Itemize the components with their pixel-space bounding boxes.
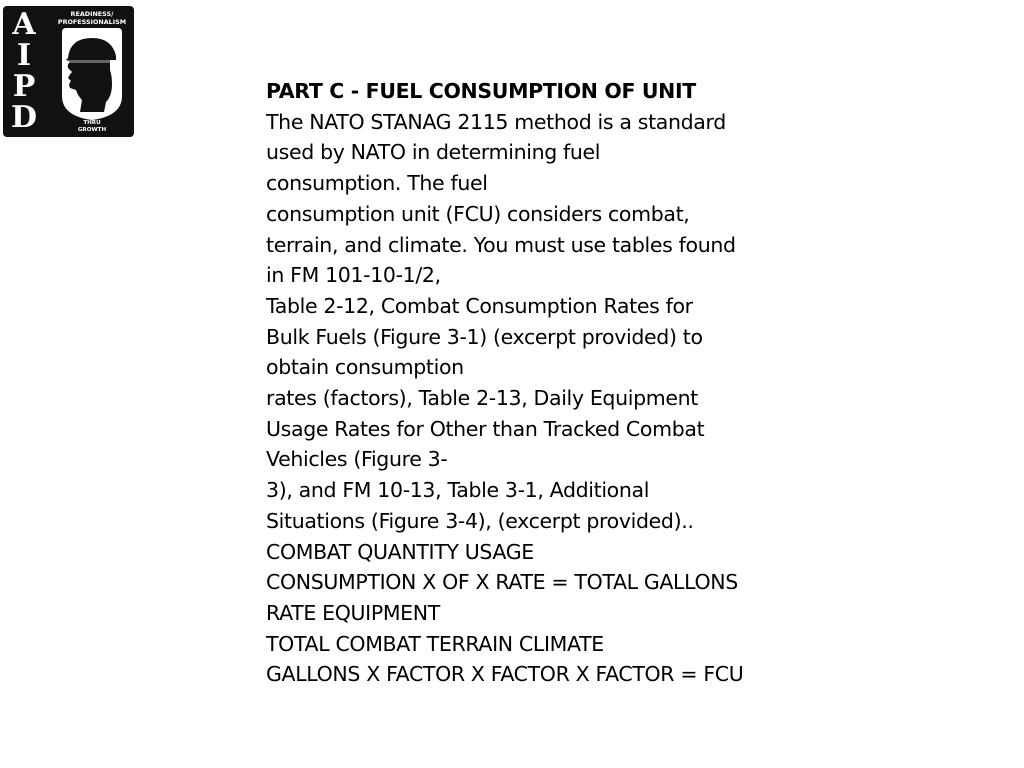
body-line: consumption. The fuel — [266, 171, 488, 196]
body-line: Vehicles (Figure 3- — [266, 447, 448, 472]
body-line: Bulk Fuels (Figure 3-1) (excerpt provided) to — [266, 324, 703, 349]
logo-letter-a: A — [12, 7, 36, 42]
body-line: in FM 101-10-1/2, — [266, 263, 441, 288]
body-line: consumption unit (FCU) considers combat, — [266, 201, 690, 226]
body-line: rates (factors), Table 2-13, Daily Equipment — [266, 386, 698, 411]
logo-letter-d: D — [10, 100, 37, 135]
body-line: used by NATO in determining fuel — [266, 140, 601, 165]
logo-caption-bottom-line: THRU — [83, 120, 101, 126]
body-line: Usage Rates for Other than Tracked Combat — [266, 416, 705, 441]
formula-line: TOTAL COMBAT TERRAIN CLIMATE — [266, 631, 604, 656]
logo-letter-i: I — [16, 38, 32, 73]
body-line: The NATO STANAG 2115 method is a standard — [266, 109, 726, 134]
document-body — [266, 76, 786, 690]
logo-caption-top-line: PROFESSIONALISM — [57, 18, 127, 26]
logo-letters — [3, 6, 45, 137]
aipd-logo — [3, 6, 134, 137]
formula-line: GALLONS X FACTOR X FACTOR X FACTOR = FCU — [266, 662, 744, 687]
formula-line: COMBAT QUANTITY USAGE — [266, 539, 534, 564]
body-line: Table 2-12, Combat Consumption Rates for — [266, 293, 693, 318]
formula-line: CONSUMPTION X OF X RATE = TOTAL GALLONS — [266, 570, 738, 595]
logo-caption-bottom-line: GROWTH — [77, 127, 107, 133]
body-line: terrain, and climate. You must use tables found — [266, 232, 736, 257]
body-line: Situations (Figure 3-4), (excerpt provided).. — [266, 508, 694, 533]
body-line: 3), and FM 10-13, Table 3-1, Additional — [266, 478, 650, 503]
logo-caption-top — [53, 10, 131, 26]
section-heading: PART C - FUEL CONSUMPTION OF UNIT — [266, 79, 696, 103]
logo-caption-top-line: READINESS/ — [70, 10, 114, 18]
soldier-profile-icon — [58, 26, 126, 122]
body-line: obtain consumption — [266, 355, 464, 380]
formula-line: RATE EQUIPMENT — [266, 600, 440, 625]
logo-caption-bottom — [61, 120, 123, 134]
logo-letter-p: P — [12, 69, 36, 104]
